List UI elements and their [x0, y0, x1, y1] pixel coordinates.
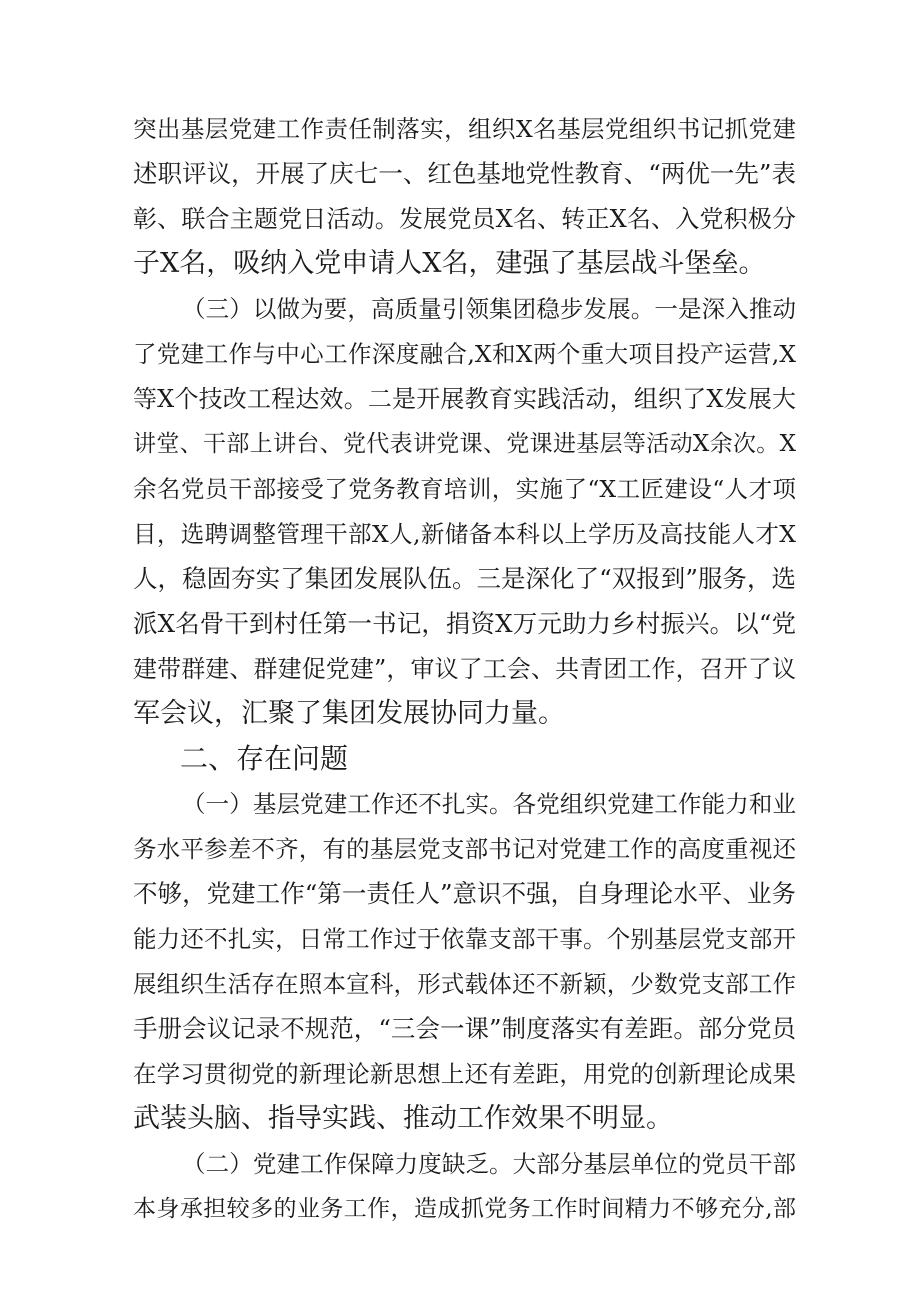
paragraph-line: （二）党建工作保障力度缺乏。大部分基层单位的党员干部: [182, 1150, 796, 1178]
paragraph-line: （三）以做为要，高质量引领集团稳步发展。一是深入推动: [182, 295, 796, 323]
paragraph-line: 彰、联合主题党日活动。发展党员X名、转正X名、入党积极分: [133, 205, 796, 233]
paragraph-line: 突出基层党建工作责任制落实，组织X名基层党组织书记抓党建: [133, 115, 796, 143]
paragraph-line: 余名党员干部接受了党务教育培训，实施了“X工匠建设“人才项: [133, 475, 796, 503]
paragraph-line: 等X个技改工程达效。二是开展教育实践活动，组织了X发展大: [133, 385, 796, 413]
paragraph-line: 展组织生活存在照本宣科，形式载体还不新颖，少数党支部工作: [133, 970, 796, 998]
paragraph-line: 了党建工作与中心工作深度融合,X和X两个重大项目投产运营,X: [133, 340, 796, 368]
paragraph-line: 述职评议，开展了庆七一、红色基地党性教育、“两优一先”表: [133, 159, 796, 188]
paragraph-line: （一）基层党建工作还不扎实。各党组织党建工作能力和业: [182, 790, 796, 818]
paragraph-line: 武装头脑、指导实践、推动工作效果不明显。: [133, 1103, 673, 1134]
paragraph-line: 能力还不扎实，日常工作过于依靠支部干事。个别基层党支部开: [133, 925, 796, 953]
paragraph-line: 务水平参差不齐，有的基层党支部书记对党建工作的高度重视还: [133, 835, 796, 863]
paragraph-line: 手册会议记录不规范，“三会一课”制度落实有差距。部分党员: [133, 1014, 796, 1043]
section-heading: 二、存在问题: [180, 742, 349, 775]
paragraph-line: 建带群建、群建促党建”，审议了工会、共青团工作，召开了议: [133, 655, 796, 683]
paragraph-line: 派X名骨干到村任第一书记，捐资X万元助力乡村振兴。以“党: [133, 609, 797, 638]
paragraph-line: 目，选聘调整管理干部X人,新储备本科以上学历及高技能人才X: [133, 520, 796, 548]
paragraph-line: 不够，党建工作“第一责任人”意识不强，自身理论水平、业务: [133, 879, 796, 908]
paragraph-line: 讲堂、干部上讲台、党代表讲党课、党课进基层等活动X余次。X: [133, 431, 796, 457]
paragraph-line: 军会议，汇聚了集团发展协同力量。: [133, 698, 565, 729]
paragraph-line: 本身承担较多的业务工作，造成抓党务工作时间精力不够充分,部: [133, 1196, 796, 1222]
paragraph-line: 人，稳固夯实了集团发展队伍。三是深化了“双报到”服务，选: [133, 564, 796, 593]
paragraph-line: 子X名，吸纳入党申请人X名，建强了基层战斗堡垒。: [133, 248, 766, 279]
paragraph-line: 在学习贯彻党的新理论新思想上还有差距，用党的创新理论成果: [133, 1060, 796, 1088]
